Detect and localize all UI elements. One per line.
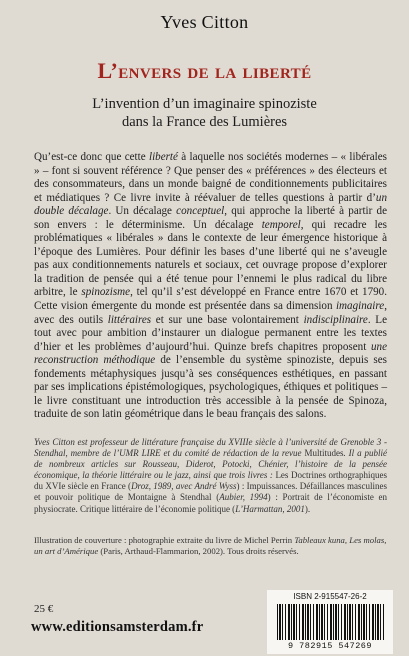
bio-text-italic: Droz, 1989, avec André Wyss [131, 481, 237, 492]
bio-text: Les Doctrines orthographiques du XVIe siècle en France ( [34, 470, 387, 492]
bio-text-italic: . Il a publié de nombreux articles sur Rousseau, Diderot, Potocki, Chénier, l’histoire de la pensée économique, la théorie littéraire ou le jazz, ainsi que trois livres : [34, 448, 387, 481]
price: 25 € [34, 603, 54, 615]
description-text: à laquelle nos sociétés modernes – « libérales » – font si souvent référence ? Que penser des « préférences » des électeurs et des consommateurs, dans un monde baigné de conditionnements publicitaires et médiatiques ? Ce livre invite à réévaluer de telles questions à partir d’ [34, 151, 387, 204]
description-emphasis: liberté [148, 151, 178, 163]
description-emphasis: conceptuel [176, 205, 225, 218]
description-emphasis: indisciplinaire [303, 313, 368, 326]
barcode-label [267, 590, 393, 654]
description-text: de l’ensemble du système spinoziste, depuis ses fondements métaphysiques jusqu’à ses conséquences esthétiques, en passant par ses implications épistémologiques, psychologiques, éthiques et politiques – le livre constituant une introduction très accessible à la pensée de Spinoza, traduite de son latin géométrique dans le beau français des salons. [34, 354, 387, 421]
subtitle-line-2: dans la France des Lumières [121, 114, 288, 130]
publisher-website: www.editionsamsterdam.fr [31, 619, 204, 635]
description-emphasis: littéraires [107, 313, 152, 326]
description-emphasis: un double décalage [34, 191, 387, 218]
author-bio [34, 437, 387, 515]
bio-text: ) : Impuissances. Défaillances masculines et pouvoir politique de Montaigne à Stendhal ( [34, 481, 387, 503]
description-text: , qui recadre les problématiques « libérales » dans le contexte de leur émergence historique à l’époque des Lumières. Pour définir les bases d’une liberté qui ne s’aveugle pas aux conditionnements naturels et sociaux, cet ouvrage propose d’explorer la tradition de pensée qui a été tenue pour l’ennemi le plus radical du libre arbitre, le [34, 218, 387, 299]
bio-text-italic: Aubier, 1994 [219, 492, 268, 503]
credit-book-title: Tableaux kuna, Les molas, un art d’Amérique [34, 535, 387, 557]
credit-text: (Paris, Arthaud-Flammarion, 2002). Tous droits réservés. [98, 546, 299, 557]
barcode-bars [277, 604, 385, 640]
bio-text: Multitudes [304, 448, 344, 459]
description-emphasis: une reconstruction méthodique [34, 340, 387, 367]
description-text: et sur une base volontairement [151, 313, 304, 326]
author-name: Yves Citton [160, 12, 249, 32]
description-text: Qu’est-ce donc que cette [34, 151, 149, 163]
bio-text: ) : Portrait de l’économiste en physiocrate. Critique littéraire de l’économie politique ( [34, 492, 388, 514]
book-title: L’envers de la liberté [97, 58, 312, 83]
bio-text: ). [304, 503, 311, 514]
description-text: , qui approche la liberté à partir de son envers : le déterminisme. Un décalage [34, 205, 387, 231]
book-subtitle [0, 95, 409, 131]
book-description [34, 151, 387, 422]
subtitle-line-1: L’invention d’un imaginaire spinoziste [92, 96, 317, 112]
cover-illustration-credit [34, 535, 387, 557]
barcode-digits: 9 782915 547269 [287, 641, 372, 651]
description-emphasis: spinozisme [81, 286, 131, 299]
description-emphasis: temporel [261, 218, 301, 231]
description-text: . Le tout avec pour ambition d’instaurer un dialogue permanent entre les textes d’hier et les problèmes d’aujourd’hui. Quinze brefs chapitres proposent [34, 313, 388, 353]
isbn-number: ISBN 2-915547-26-2 [293, 592, 367, 601]
bio-text-italic: Yves Citton est professeur de littérature française du XVIIIe siècle à l’université de Grenoble 3 - Stendhal, membre de l’UMR LIRE et du comité de rédaction de la revue [34, 437, 387, 459]
bio-text-italic: L’Harmattan, 2001 [235, 503, 305, 514]
description-text: , tel qu’il s’est développé en France entre 1670 et 1790. Cette vision émergente du monde est présentée dans sa dimension [34, 286, 387, 313]
description-text: , avec des outils [34, 300, 387, 326]
description-text: . Un décalage [108, 205, 177, 218]
description-emphasis: imaginaire [335, 300, 385, 313]
credit-text: Illustration de couverture : photographie extraite du livre de Michel Perrin [34, 535, 295, 545]
